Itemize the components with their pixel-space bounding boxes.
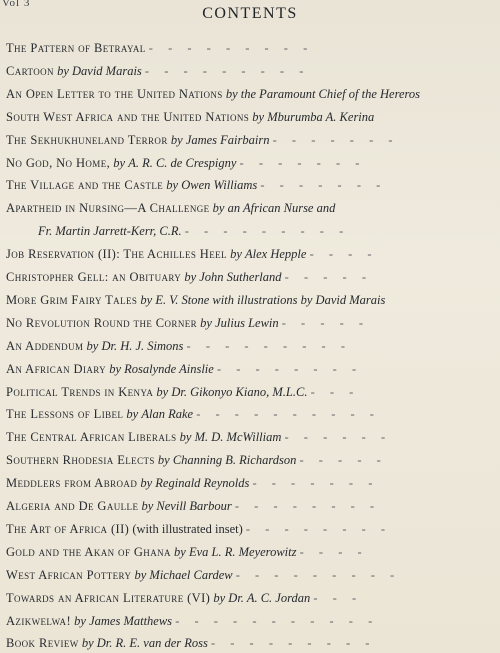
entry-connector: by — [184, 270, 197, 284]
contents-entry — [6, 496, 500, 516]
contents-entry — [6, 633, 500, 653]
entry-leader: - - - - - — [284, 270, 372, 284]
entry-leader: - - - - - - - — [272, 132, 399, 147]
entry-connector: by — [170, 132, 183, 147]
entry-leader: - - - - - - - - - — [186, 338, 351, 353]
entry-leader: - - - - - — [281, 315, 370, 330]
entry-connector: by — [57, 63, 69, 78]
entry-author: E. V. Stone with illustrations by David Marais — [155, 292, 386, 307]
contents-entry — [6, 244, 500, 264]
contents-entry — [6, 336, 500, 356]
entry-author: John Sutherland — [199, 270, 282, 284]
entry-title: Meddlers from Abroad — [6, 476, 138, 491]
contents-entry — [6, 61, 500, 81]
entry-leader: - - - - - - - - - — [148, 41, 314, 55]
entry-title: An African Diary — [6, 361, 107, 376]
entry-title: The Central African Liberals — [6, 430, 177, 445]
entry-author: an African Nurse and — [227, 201, 336, 216]
entry-author: Julius Lewin — [215, 315, 279, 330]
entry-title: The Lessons of Libel — [6, 407, 124, 422]
entry-title: An Addendum — [6, 338, 84, 353]
entry-title: Azikwelwa! — [6, 613, 72, 628]
entry-author: Michael Cardew — [149, 567, 233, 582]
entry-author: Owen Williams — [181, 178, 258, 193]
entry-author: Dr. R. E. van der Ross — [96, 636, 208, 651]
entry-author: Dr. A. C. Jordan — [228, 590, 311, 605]
contents-entry — [6, 290, 500, 310]
entry-connector: by — [174, 544, 186, 559]
entry-connector: by — [86, 338, 99, 353]
entry-title: Job Reservation (II): The Achilles Heel — [6, 247, 227, 262]
entry-title: Gold and the Akan of Ghana — [6, 544, 171, 559]
entry-leader: - - - - — [299, 544, 368, 559]
entry-title: The Village and the Castle — [6, 178, 164, 193]
entry-title: Towards an African Literature (VI) — [6, 590, 211, 605]
entry-author: Nevill Barbour — [156, 499, 232, 513]
entry-author: James Fairbairn — [185, 132, 270, 147]
entry-connector: by — [212, 201, 225, 216]
entry-author: the Paramount Chief of the Hereros — [240, 86, 421, 101]
entry-connector: by — [157, 453, 170, 468]
contents-entry — [6, 38, 500, 58]
entry-leader: - - - - - - - - - — [235, 567, 401, 582]
contents-entry — [6, 175, 500, 195]
entry-title: Cartoon — [6, 63, 54, 78]
entry-leader: - - - — [313, 590, 363, 605]
contents-entry — [6, 404, 500, 424]
entry-author: Fr. Martin Jarrett-Kerr, C.R. — [38, 224, 182, 239]
entry-author: David Marais — [72, 63, 142, 78]
entry-title: Political Trends in Kenya — [6, 384, 154, 399]
entry-leader: - - - - - - - — [260, 178, 387, 193]
entry-title: Christopher Gell: an Obituary — [6, 270, 182, 284]
entry-connector: by — [74, 613, 86, 628]
entry-leader: - - - - - - - - - - - — [175, 613, 379, 628]
entry-leader: - - - - - - — [284, 430, 392, 445]
entry-author: A. R. C. de Crespigny — [128, 155, 237, 170]
contents-entry — [6, 84, 500, 104]
entry-author: Rosalynde Ainslie — [124, 361, 214, 376]
entry-title: West African Pottery — [6, 567, 132, 582]
entry-title: An Open Letter to the United Nations — [6, 86, 223, 101]
entry-author: Alex Hepple — [245, 247, 307, 262]
contents-entry — [6, 313, 500, 333]
contents-entry — [6, 542, 500, 562]
entry-connector: by — [230, 247, 242, 262]
entry-title: More Grim Fairy Tales — [6, 292, 138, 307]
entry-leader: - - - - - - - - — [234, 499, 381, 513]
entry-connector: by — [81, 636, 94, 651]
contents-entry — [6, 565, 500, 585]
contents-entry — [38, 221, 500, 241]
entry-title: The Art of Africa (II) — [6, 521, 130, 536]
entry-author: Reginald Reynolds — [155, 476, 250, 491]
entry-connector: by — [140, 476, 153, 491]
entry-leader: - - - - - - - - - — [184, 224, 350, 239]
entry-author: James Matthews — [89, 613, 173, 628]
entry-title: The Sekhukhuneland Terror — [6, 132, 168, 147]
contents-entry — [6, 611, 500, 631]
entry-title: No Revolution Round the Corner — [6, 315, 198, 330]
entry-connector: by — [109, 361, 121, 376]
entry-connector: by — [140, 292, 153, 307]
entry-connector: by — [134, 567, 147, 582]
entry-leader: - - - - - - - — [252, 476, 379, 491]
entry-leader: - - - - - - - - - - — [196, 407, 380, 422]
contents-entry — [6, 450, 500, 470]
entry-title: Book Review — [6, 636, 79, 651]
contents-entry — [6, 153, 500, 173]
entry-title: The Pattern of Betrayal — [6, 41, 146, 55]
entry-connector: by — [166, 178, 179, 193]
entry-leader: - - - - - - - - — [216, 361, 363, 376]
entry-author: (with illustrated inset) — [132, 521, 243, 536]
contents-entry — [6, 588, 500, 608]
entry-connector: by — [156, 384, 169, 399]
entry-author: Alan Rake — [141, 407, 194, 422]
entry-leader: - - - — [310, 384, 360, 399]
entry-author: Channing B. Richardson — [172, 453, 297, 468]
entry-leader: - - - - - - - - - — [144, 63, 310, 78]
entry-author: Eva L. R. Meyerowitz — [188, 544, 297, 559]
entry-connector: by — [213, 590, 226, 605]
contents-entry — [6, 130, 500, 150]
entry-title: Southern Rhodesia Elects — [6, 453, 155, 468]
contents-entry — [6, 427, 500, 447]
entry-title: Algeria and De Gaulle — [6, 499, 139, 513]
entry-author: Dr. Gikonyo Kiano, M.L.C. — [171, 384, 308, 399]
entry-title: No God, No Home, — [6, 155, 111, 170]
page-title: CONTENTS — [202, 5, 298, 22]
contents-entry — [6, 198, 500, 218]
entry-connector: by — [225, 86, 238, 101]
entry-connector: by — [179, 430, 192, 445]
entry-connector: by — [126, 407, 139, 422]
entry-leader: - - - - - - - — [239, 155, 366, 170]
entry-author: Dr. H. J. Simons — [101, 338, 184, 353]
entry-author: Mburumba A. Kerina — [267, 109, 375, 124]
entry-author: M. D. McWilliam — [194, 430, 282, 445]
entry-connector: by — [141, 499, 154, 513]
entry-connector: by — [113, 155, 126, 170]
contents-entry — [6, 382, 500, 402]
entry-leader: - - - - — [309, 247, 378, 262]
contents-entry — [6, 359, 500, 379]
entry-connector: by — [200, 315, 212, 330]
contents-entry — [6, 473, 500, 493]
entry-connector: by — [252, 109, 265, 124]
entry-title: South West Africa and the United Nations — [6, 109, 250, 124]
volume-label: Vol 3 — [2, 0, 31, 9]
contents-entry — [6, 107, 500, 127]
contents-entry — [6, 519, 500, 539]
entry-leader: - - - - - — [299, 453, 387, 468]
entry-title: Apartheid in Nursing—A Challenge — [6, 201, 210, 216]
contents-entry — [6, 267, 500, 287]
entry-leader: - - - - - - - - - — [210, 636, 376, 651]
entry-leader: - - - - - - - - — [245, 521, 392, 536]
